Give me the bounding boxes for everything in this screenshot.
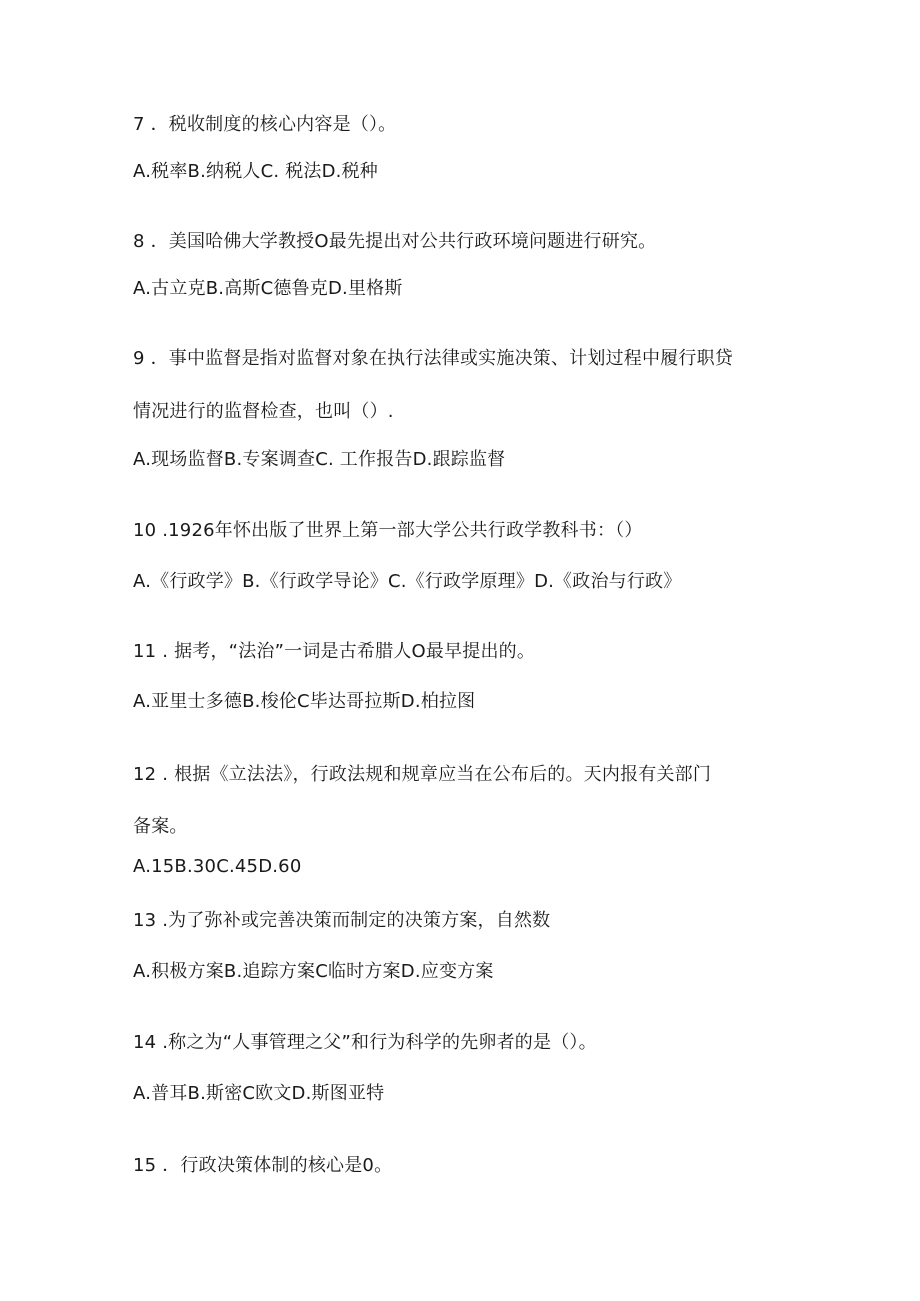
question-9-options: A.现场监督B.专案调查C. 工作报告D.跟踪监督	[133, 449, 506, 470]
question-10-stem: 10 .1926年怀出版了世界上第一部大学公共行政学教科书：（）	[133, 520, 643, 541]
question-12-stem-line1: 12 . 根据《立法法》，行政法规和规章应当在公布后的。天内报有关部门	[133, 764, 712, 785]
question-11-options: A.亚里士多德B.梭伦C毕达哥拉斯D.柏拉图	[133, 691, 476, 712]
question-9-stem-line1: 9 ．事中监督是指对监督对象在执行法律或实施决策、计划过程中履行职贷	[133, 348, 733, 369]
question-14-options: A.普耳B.斯密C欧文D.斯图亚特	[133, 1083, 385, 1104]
question-10-options: A.《行政学》B.《行政学导论》C.《行政学原理》D.《政治与行政》	[133, 571, 682, 592]
question-13-options: A.积极方案B.追踪方案C临时方案D.应变方案	[133, 961, 494, 982]
question-7-options: A.税率B.纳税人C. 税法D.税种	[133, 161, 378, 182]
question-12-stem-line2: 备案。	[133, 816, 188, 837]
question-13-stem: 13 .为了弥补或完善决策而制定的决策方案，自然数	[133, 910, 551, 931]
question-11-stem: 11 . 据考，“法治”一词是古希腊人O最早提出的。	[133, 641, 536, 662]
question-7-stem: 7 ．税收制度的核心内容是（）。	[133, 114, 397, 135]
question-12-options: A.15B.30C.45D.60	[133, 856, 302, 877]
question-14-stem: 14 .称之为“人事管理之父”和行为科学的先卵者的是（）。	[133, 1032, 597, 1053]
question-15-stem: 15 ．行政决策体制的核心是0。	[133, 1155, 393, 1176]
question-8-options: A.古立克B.高斯C德鲁克D.里格斯	[133, 278, 403, 299]
question-9-stem-line2: 情况进行的监督检查，也叫（）.	[133, 401, 394, 422]
question-8-stem: 8 ．美国哈佛大学教授O最先提出对公共行政环境问题进行研究。	[133, 231, 657, 252]
